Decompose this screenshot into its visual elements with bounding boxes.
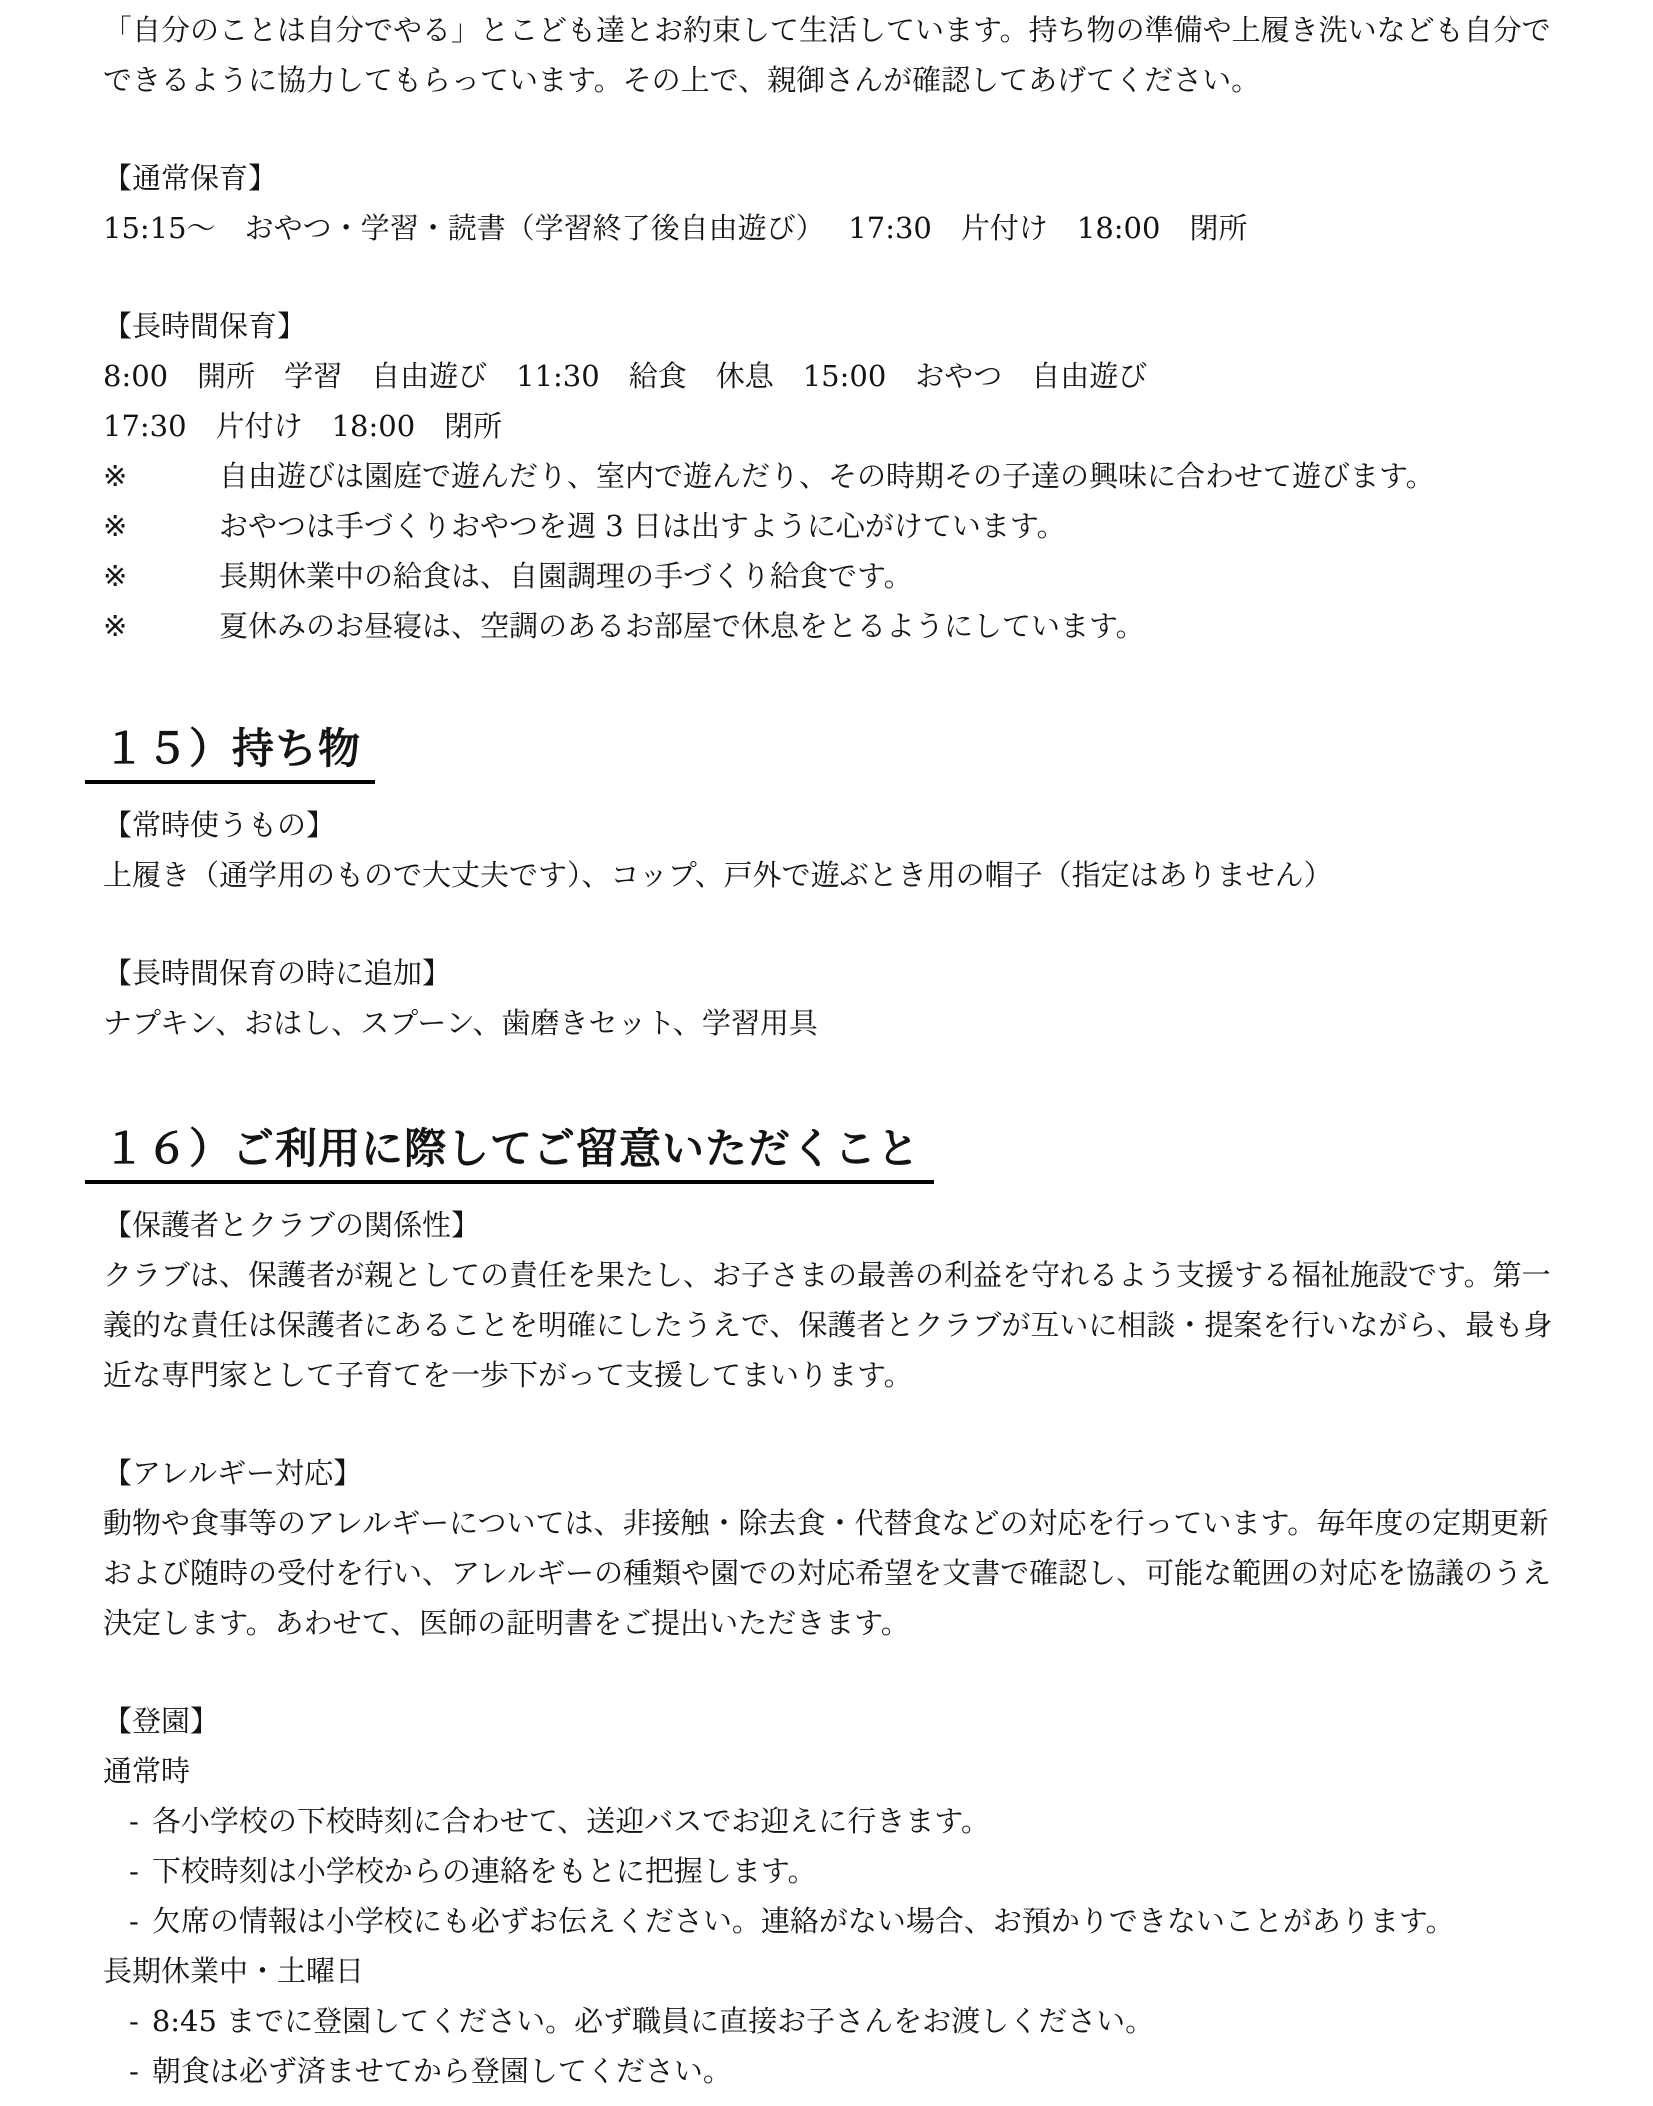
note-text: 長期休業中の給食は、自園調理の手づくり給食です。 [219,559,913,593]
section-15-heading: １５）持ち物 [85,721,375,784]
regular-care-label: 【通常保育】 [103,161,278,195]
extended-care-schedule-line: 17:30 片付け 18:00 閉所 [103,409,503,443]
attendance-label: 【登園】 [103,1704,220,1738]
extended-care-schedule-line: 8:00 開所 学習 自由遊び 11:30 給食 休息 15:00 おやつ 自由遊び [103,359,1148,393]
extended-items-label: 【長時間保育の時に追加】 [103,956,452,990]
bullet-row [103,1896,1553,1946]
allergy-line: 決定します。あわせて、医師の証明書をご提出いただきます。 [103,1606,910,1640]
note-text: おやつは手づくりおやつを週 3 日は出すように心がけています。 [219,509,1066,543]
section-16-heading-wrap [103,1121,1553,1184]
regular-care-schedule: 15:15～ おやつ・学習・読書（学習終了後自由遊び） 17:30 片付け 18:00 閉所 [103,211,1248,245]
bullet-text: 朝食は必ず済ませてから登園してください。 [151,2054,732,2088]
note-text: 夏休みのお昼寝は、空調のあるお部屋で休息をとるようにしています。 [219,609,1145,643]
bullet-row [103,1846,1553,1896]
bullet-text: 各小学校の下校時刻に合わせて、送迎バスでお迎えに行きます。 [151,1804,990,1838]
allergy-line: および随時の受付を行い、アレルギーの種類や園での対応希望を文書で確認し、可能な範囲の対応を協議のうえ [103,1556,1552,1590]
attendance-normal-label: 通常時 [103,1754,191,1788]
dash-mark: - [129,1904,139,1938]
asterisk-mark: ※ [103,559,128,593]
note-row [103,551,1553,601]
allergy-label: 【アレルギー対応】 [103,1456,363,1490]
extended-care-label: 【長時間保育】 [103,309,307,343]
relationship-line: 義的な責任は保護者にあることを明確にしたうえで、保護者とクラブが互いに相談・提案を行いながら、最も身 [103,1308,1553,1342]
asterisk-mark: ※ [103,509,128,543]
note-row [103,501,1553,551]
dash-mark: - [129,1804,139,1838]
dash-mark: - [129,2054,139,2088]
intro-paragraph-line: 「自分のことは自分でやる」とこども達とお約束して生活しています。持ち物の準備や上履き洗いなども自分で [103,13,1551,47]
attendance-holiday-label: 長期休業中・土曜日 [103,1954,365,1988]
intro-paragraph-line: できるように協力してもらっています。その上で、親御さんが確認してあげてください。 [103,63,1261,97]
extended-items-text: ナプキン、おはし、スプーン、歯磨きセット、学習用具 [103,1006,818,1040]
section-15-heading-wrap [103,721,1553,784]
note-row [103,451,1553,501]
always-items-text: 上履き（通学用のもので大丈夫です）、コップ、戸外で遊ぶとき用の帽子（指定はありません） [103,858,1333,892]
section-16-heading: １６）ご利用に際してご留意いただくこと [85,1121,934,1184]
asterisk-mark: ※ [103,609,128,643]
note-row [103,601,1553,651]
bullet-row [103,1996,1553,2046]
dash-mark: - [129,2004,139,2038]
bullet-text: 下校時刻は小学校からの連絡をもとに把握します。 [151,1854,817,1888]
note-text: 自由遊びは園庭で遊んだり、室内で遊んだり、その時期その子達の興味に合わせて遊びます。 [219,459,1435,493]
bullet-row [103,2046,1553,2096]
relationship-line: 近な専門家として子育てを一歩下がって支援してまいります。 [103,1358,913,1392]
bullet-text: 8:45 までに登園してください。必ず職員に直接お子さんをお渡しください。 [151,2004,1155,2038]
bullet-row [103,1796,1553,1846]
allergy-line: 動物や食事等のアレルギーについては、非接触・除去食・代替食などの対応を行っています。毎年度の定期更新 [103,1506,1549,1540]
bullet-text: 欠席の情報は小学校にも必ずお伝えください。連絡がない場合、お預かりできないことがあります。 [151,1904,1455,1938]
relationship-line: クラブは、保護者が親としての責任を果たし、お子さまの最善の利益を守れるよう支援する福祉施設です。第一 [103,1258,1551,1292]
always-items-label: 【常時使うもの】 [103,808,336,842]
asterisk-mark: ※ [103,459,128,493]
relationship-label: 【保護者とクラブの関係性】 [103,1208,481,1242]
dash-mark: - [129,1854,139,1888]
